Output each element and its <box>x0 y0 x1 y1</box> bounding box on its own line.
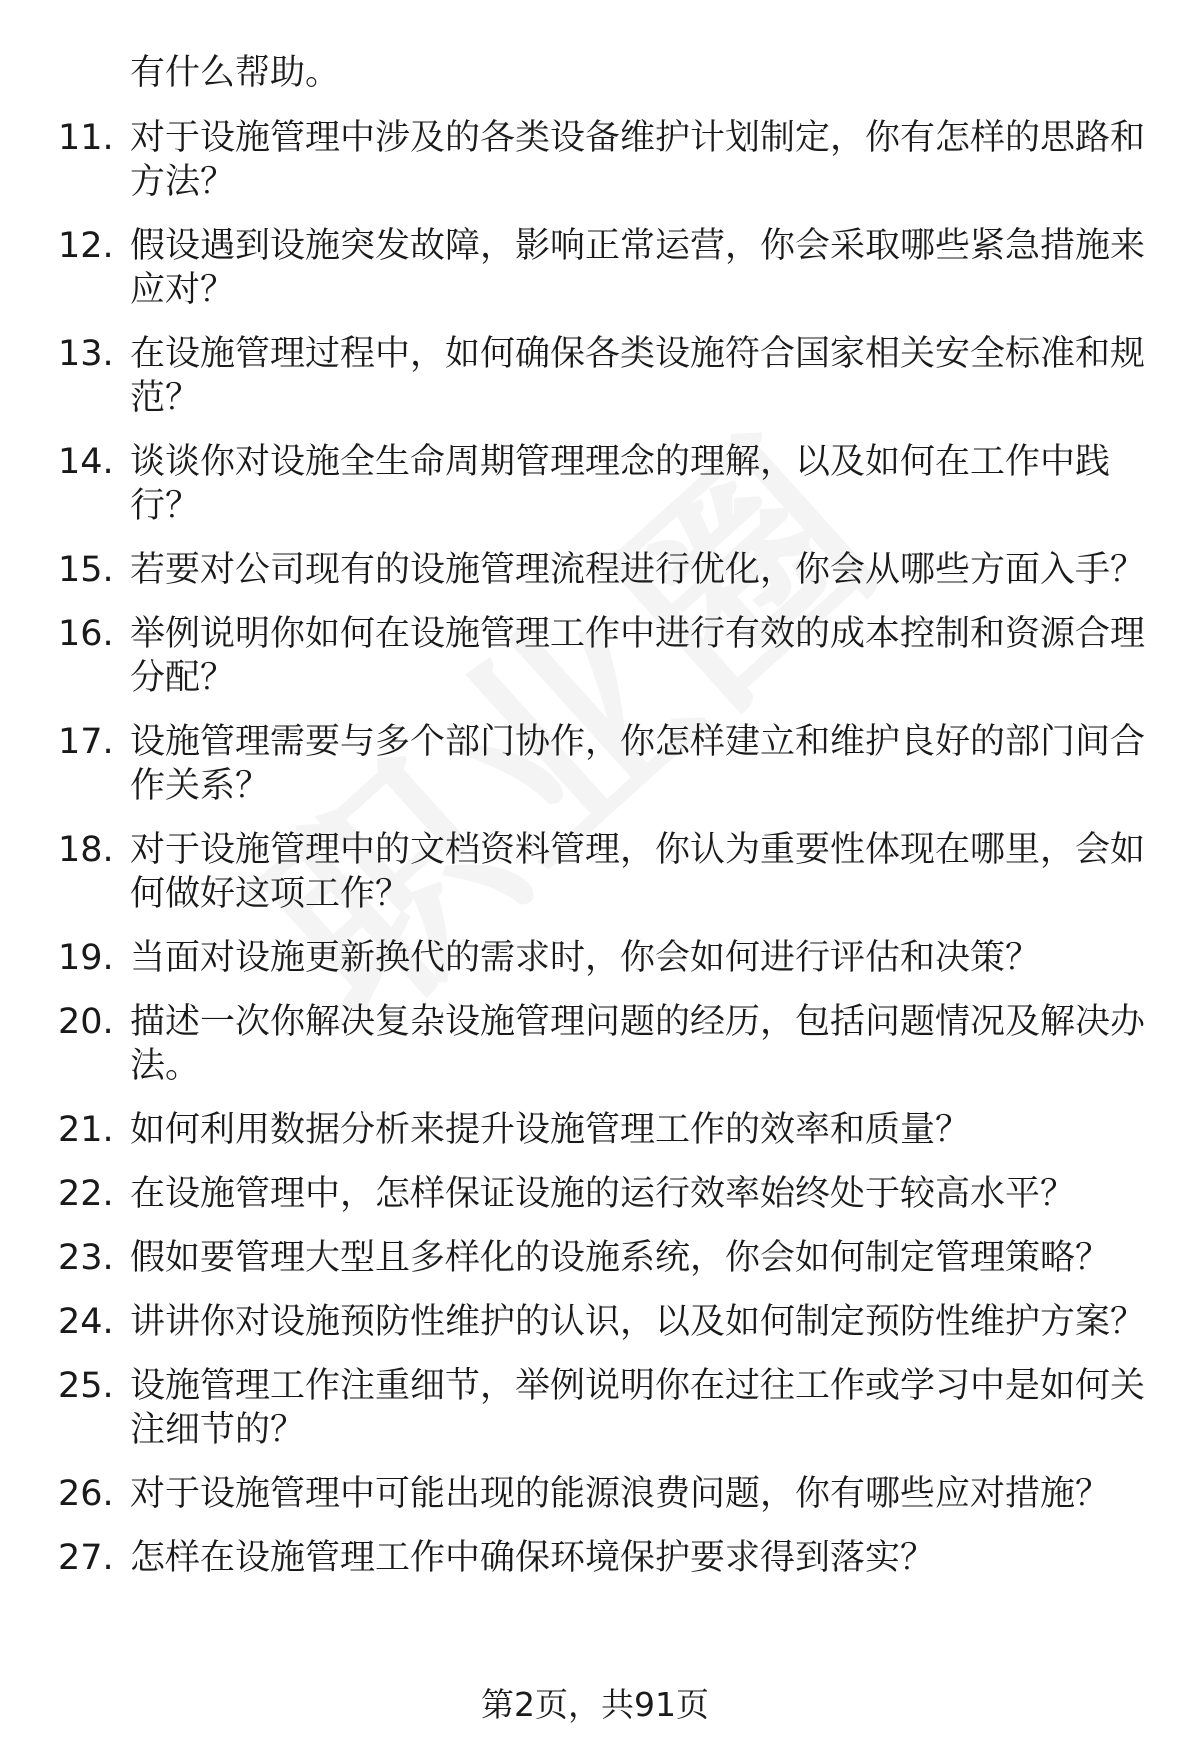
question-number: 14. <box>58 442 114 482</box>
question-text: 对于设施管理中涉及的各类设备维护计划制定，你有怎样的思路和方法？ <box>130 118 1146 202</box>
question-item <box>0 612 1190 700</box>
question-number: 11. <box>58 118 114 158</box>
question-item <box>0 1108 1190 1152</box>
question-number: 18. <box>58 830 114 870</box>
question-text: 设施管理需要与多个部门协作，你怎样建立和维护良好的部门间合作关系？ <box>130 722 1146 806</box>
question-item <box>0 720 1190 808</box>
question-text: 若要对公司现有的设施管理流程进行优化，你会从哪些方面入手？ <box>130 550 1146 590</box>
question-item <box>0 1172 1190 1216</box>
question-number: 27. <box>58 1538 114 1578</box>
question-text: 如何利用数据分析来提升设施管理工作的效率和质量？ <box>130 1110 971 1150</box>
question-text: 对于设施管理中的文档资料管理，你认为重要性体现在哪里，会如何做好这项工作？ <box>130 830 1146 914</box>
question-text: 在设施管理中，怎样保证设施的运行效率始终处于较高水平？ <box>130 1174 1076 1214</box>
question-text: 描述一次你解决复杂设施管理问题的经历，包括问题情况及解决办法。 <box>130 1002 1146 1086</box>
question-number: 21. <box>58 1110 114 1150</box>
question-number: 12. <box>58 226 114 266</box>
question-number: 13. <box>58 334 114 374</box>
page-footer: 第2页，共91页 <box>481 1685 709 1724</box>
question-item <box>0 440 1190 528</box>
question-item <box>0 1536 1190 1580</box>
question-item <box>0 1364 1190 1452</box>
question-text: 对于设施管理中可能出现的能源浪费问题，你有哪些应对措施？ <box>130 1474 1111 1514</box>
question-item <box>0 1000 1190 1088</box>
question-item <box>0 332 1190 420</box>
question-item <box>0 116 1190 204</box>
question-text: 举例说明你如何在设施管理工作中进行有效的成本控制和资源合理分配？ <box>130 614 1146 698</box>
question-text: 假设遇到设施突发故障，影响正常运营，你会采取哪些紧急措施来应对？ <box>130 226 1146 310</box>
question-number: 25. <box>58 1366 114 1406</box>
question-text: 谈谈你对设施全生命周期管理理念的理解，以及如何在工作中践行？ <box>130 442 1111 526</box>
continuation-text: 有什么帮助。 <box>130 53 341 93</box>
question-number: 26. <box>58 1474 114 1514</box>
question-number: 24. <box>58 1302 114 1342</box>
question-number: 16. <box>58 614 114 654</box>
question-number: 19. <box>58 938 114 978</box>
question-text: 设施管理工作注重细节，举例说明你在过往工作或学习中是如何关注细节的？ <box>130 1366 1146 1450</box>
question-item <box>0 828 1190 916</box>
question-number: 15. <box>58 550 114 590</box>
question-text: 在设施管理过程中，如何确保各类设施符合国家相关安全标准和规范？ <box>130 334 1146 418</box>
question-number: 22. <box>58 1174 114 1214</box>
question-item <box>0 1472 1190 1516</box>
question-item <box>0 936 1190 980</box>
question-item <box>0 224 1190 312</box>
question-text: 讲讲你对设施预防性维护的认识，以及如何制定预防性维护方案？ <box>130 1302 1146 1342</box>
question-text: 假如要管理大型且多样化的设施系统，你会如何制定管理策略？ <box>130 1238 1111 1278</box>
question-item <box>0 1300 1190 1344</box>
question-text: 当面对设施更新换代的需求时，你会如何进行评估和决策？ <box>130 938 1041 978</box>
question-number: 20. <box>58 1002 114 1042</box>
question-item <box>0 1236 1190 1280</box>
question-list <box>0 116 1190 1600</box>
question-number: 23. <box>58 1238 114 1278</box>
question-text: 怎样在设施管理工作中确保环境保护要求得到落实？ <box>130 1538 936 1578</box>
question-number: 17. <box>58 722 114 762</box>
question-item <box>0 548 1190 592</box>
